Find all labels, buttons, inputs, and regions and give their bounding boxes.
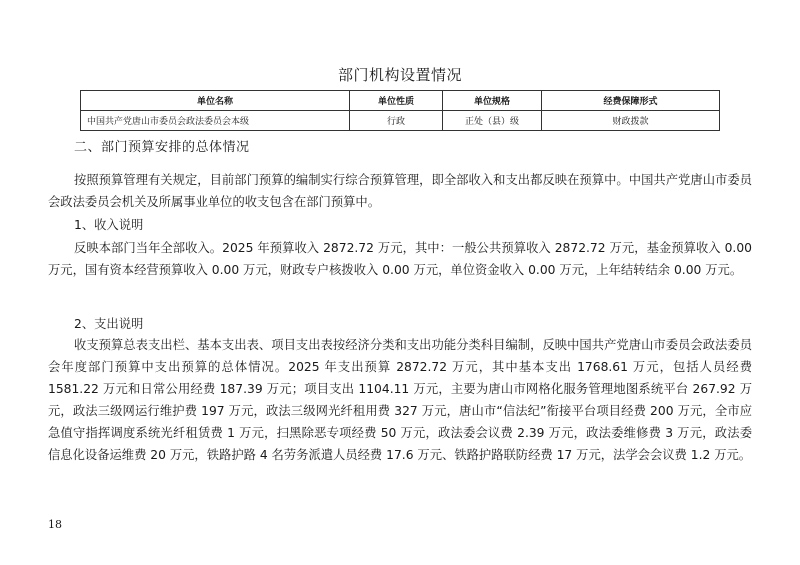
income-paragraph: 反映本部门当年全部收入。2025 年预算收入 2872.72 万元，其中：一般公共预算收入 2872.72 万元，基金预算收入 0.00 万元，国有资本经营预算收入 0.00 万元，财政专户核拨收入 0.00 万元，单位资金收入 0.00 万元，上年结转结余 0.00 万元。: [48, 241, 752, 277]
income-heading: 1、收入说明: [74, 218, 144, 232]
cell-unit-name: 中国共产党唐山市委员会政法委员会本级: [81, 111, 350, 131]
expense-heading: 2、支出说明: [74, 317, 144, 331]
org-structure-table: [80, 90, 720, 131]
intro-paragraph: 按照预算管理有关规定，目前部门预算的编制实行综合预算管理，即全部收入和支出都反映在预算中。中国共产党唐山市委员会政法委员会机关及所属事业单位的收支包含在部门预算中。: [48, 173, 752, 209]
expense-paragraph: 收支预算总表支出栏、基本支出表、项目支出表按经济分类和支出功能分类科目编制，反映中国共产党唐山市委员会政法委员会年度部门预算中支出预算的总体情况。2025 年支出预算 2872.72 万元，其中基本支出 1768.61 万元，包括人员经费 1581.22 万元和日常公用经费 187.39 万元；项目支出 1104.11 万元，主要为唐山市网格化服务管理地图系统平台 267.92 万元，政法三级网运行维护费 197 万元，政法三级网光纤租用费 327 万元，唐山市“信法纪”衔接平台项目经费 200 万元，全市应急值守指挥调度系统光纤租赁费 1 万元，扫黑除恶专项经费 50 万元，政法委会议费 2.39 万元，政法委维修费 3 万元，政法委信息化设备运维费 20 万元，铁路护路 4 名劳务派遣人员经费 17.6 万元、铁路护路联防经费 17 万元，法学会会议费 1.2 万元。: [48, 338, 752, 462]
header-funding-type: 经费保障形式: [542, 91, 720, 111]
section-heading: 二、部门预算安排的总体情况: [74, 140, 250, 155]
header-unit-level: 单位规格: [443, 91, 542, 111]
table-header-row: [81, 91, 720, 111]
table-row: [81, 111, 720, 131]
header-unit-nature: 单位性质: [350, 91, 443, 111]
header-unit-name: 单位名称: [81, 91, 350, 111]
cell-unit-nature: 行政: [350, 111, 443, 131]
page-number: 18: [48, 518, 62, 531]
cell-unit-level: 正处（县）级: [443, 111, 542, 131]
cell-funding-type: 财政拨款: [542, 111, 720, 131]
table-title: 部门机构设置情况: [337, 66, 462, 84]
